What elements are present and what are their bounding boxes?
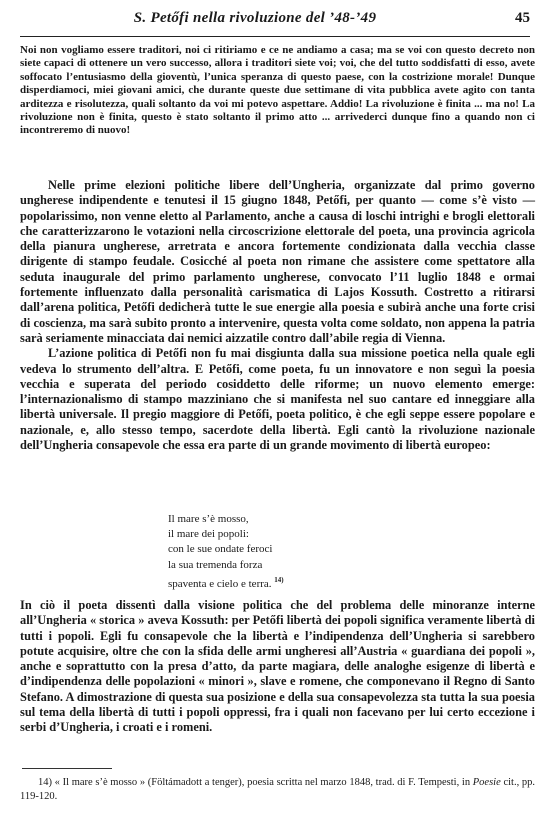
footnote-reference[interactable]: 14) xyxy=(274,575,284,584)
poem-line: spaventa e cielo e terra. xyxy=(168,577,272,590)
page-number: 45 xyxy=(515,10,530,26)
main-text xyxy=(20,178,535,453)
footnote-number: 14) xyxy=(38,777,52,788)
page-header xyxy=(20,10,530,34)
poem-line: la sua tremenda forza xyxy=(168,558,263,571)
poem-line: Il mare s’è mosso, xyxy=(168,513,249,525)
paragraph-minorities: In ciò il poeta dissentì dalla visione politica che del problema delle minoranze interne all’Ungheria « storica » aveva Kossuth: per Petőfi libertà dei popoli significa veramente libertà di tutti i popoli. Egli fu consapevole che la libertà e l’indipendenza dell’Ungheria si sarebbero potute acquisire, oltre che con la sfida delle armi ungheresi all’Austria « guardiana dei popoli », anche e soprattutto con la presa d’atto, da parte magiara, delle analoghe esigenze di libertà e d’indipendenza delle popolazioni « minori », slave e romene, che componevano il Regno di Santo Stefano. A dimostrazione di questa sua posizione e della sua consapevolezza sta tutta la sua poesia sul tema della libertà di tutti i popoli oppressi, fra i quali non facevano per lui certo eccezione i serbi d’Ungheria, i croati e i romeni. xyxy=(20,598,535,735)
footnote xyxy=(20,776,535,804)
poem-excerpt xyxy=(168,512,284,592)
footnote-text: « Il mare s’è mosso » (Föltámadott a tenger), poesia scritta nel marzo 1848, trad. di F. Tempesti, in xyxy=(52,777,473,788)
poem-line-last xyxy=(168,573,284,592)
footnote-rule xyxy=(22,768,112,769)
header-rule xyxy=(20,36,530,37)
quoted-speech: Noi non vogliamo essere traditori, noi ci ritiriamo e ce ne andiamo a casa; ma se voi con questo decreto non siete capaci di ottenere un vero successo, allora i traditori siete voi; voi, che del tutto soddisfatti di esso, avete soffocato l’entusiasmo della gioventù, l’unica speranza di questo paese, con la costrizione morale! Dunque disperdiamoci, miei giovani amici, che durante queste due settimane di vita pubblica avete agito con tanta arditezza e risolutezza, quali soltanto da voi mi potevo aspettare. Addio! La rivoluzione è finita ... ma no! La rivoluzione non è finita, questo è stato soltanto il primo atto ... arrivederci dunque fino a quando non ci incontreremo di nuovo! xyxy=(20,44,535,137)
footnote-book-title: Poesie xyxy=(472,777,501,788)
running-title: S. Petőfi nella rivoluzione del ’48-’49 xyxy=(133,10,377,26)
poem-line: con le sue ondate feroci xyxy=(168,543,273,556)
footnote-text-end: cit., pp. 119-120. xyxy=(20,777,536,802)
poem-line: il mare dei popoli: xyxy=(168,528,249,541)
paragraph-elections: Nelle prime elezioni politiche libere dell’Ungheria, organizzate dal primo governo ungherese indipendente e tenutesi il 15 giugno 1848, Petőfi, per quanto — come s’è visto — popolarissimo, non venne eletto al Parlamento, anche a causa di loschi intrighi e brogli elettorali che caratterizzarono le votazioni nella circoscrizione elettorale del poeta, una provincia agricola della pianura ungherese, arretrata e ancora fortemente condizionata dalla vecchia classe dirigente di stampo feudale. Cosicché al poeta non rimane che assistere come spettatore alla seduta inaugurale del primo parlamento ungherese, convocato l’11 luglio 1848 e ormai fortemente influenzato dalla personalità carismatica di Lajos Kossuth. Costretto a ritirarsi dall’arena politica, Petőfi dedicherà tutte le sue energie alla poesia e subirà anche una forte crisi di coscienza, ma sarà subito pronto a intervenire, questa volta come soldato, non appena la patria sarà seriamente minacciata dai nemici aizzatile contro dall’abile regia di Vienna. xyxy=(20,178,535,345)
paragraph-political-action: L’azione politica di Petőfi non fu mai disgiunta dalla sua missione poetica nella quale egli vedeva lo strumento dell’altra. E Petőfi, come poeta, fu un innovatore e non seguì la poesia vecchia e superata del periodo cosiddetto delle riforme; un nuovo elemento emerge: l’internazionalismo di stampo mazziniano che si manifesta nel suo cantare ed inneggiare alla libertà universale. Il pregio maggiore di Petőfi, poeta politico, è che egli seppe essere popolare e nazionale, e, allo stesso tempo, sacerdote della libertà. Egli cantò la rivoluzione nazionale dell’Ungheria consapevole che essa era parte di un grande movimento di libertà europeo: xyxy=(20,346,535,453)
